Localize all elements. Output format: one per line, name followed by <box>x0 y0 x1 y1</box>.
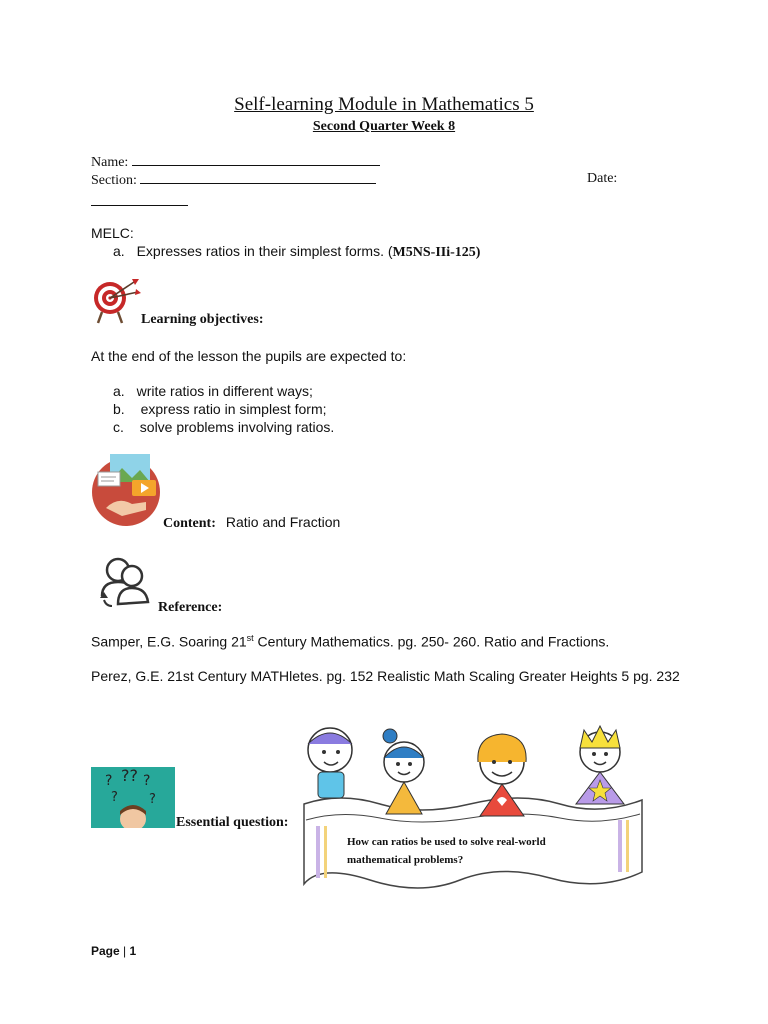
essential-question-text <box>347 833 617 869</box>
objectives-heading: Learning objectives: <box>141 312 264 327</box>
objective-text: solve problems involving ratios. <box>139 419 335 435</box>
page-title: Self-learning Module in Mathematics 5 <box>234 94 534 115</box>
objective-item-a <box>113 383 313 399</box>
reference-item-1 <box>91 633 609 650</box>
melc-item-marker: a. <box>113 243 125 259</box>
question-thinking-icon <box>91 767 175 828</box>
name-blank[interactable] <box>132 153 380 166</box>
essential-question-line: How can ratios be used to solve real-world <box>347 836 546 848</box>
objective-marker: c. <box>113 419 124 435</box>
objectives-intro: At the end of the lesson the pupils are expected to: <box>91 348 407 364</box>
name-label: Name: <box>91 155 129 170</box>
melc-item-text: Expresses ratios in their simplest forms. ( <box>136 243 393 259</box>
reference-text: Samper, E.G. Soaring 21 <box>91 633 247 650</box>
svg-text:??: ?? <box>121 767 138 785</box>
page-label: Page <box>91 944 120 958</box>
reference-text: Century Mathematics. pg. 250- 260. Ratio and Fractions. <box>253 633 610 650</box>
target-icon <box>92 276 142 324</box>
page-subtitle: Second Quarter Week 8 <box>312 119 456 134</box>
section-field <box>91 171 376 189</box>
name-field <box>91 153 380 171</box>
content-label: Content: <box>163 516 216 531</box>
page-number: 1 <box>129 944 137 958</box>
section-blank[interactable] <box>140 171 376 184</box>
objective-item-c <box>113 419 334 435</box>
content-row <box>163 514 340 532</box>
melc-item <box>113 243 480 261</box>
page-footer <box>91 944 136 958</box>
reference-heading: Reference: <box>158 600 223 615</box>
svg-text:?: ? <box>111 790 118 805</box>
content-media-icon <box>92 452 162 528</box>
date-label: Date: <box>587 171 618 186</box>
melc-item-code: M5NS-IIi-125) <box>392 245 481 260</box>
section-label: Section: <box>91 173 137 188</box>
objective-marker: a. <box>113 383 125 399</box>
essential-question-line: mathematical problems? <box>347 854 464 866</box>
svg-text:?: ? <box>105 773 113 789</box>
page-separator: | <box>123 944 127 958</box>
objective-text: write ratios in different ways; <box>136 383 313 399</box>
objective-marker: b. <box>113 401 125 417</box>
content-value: Ratio and Fraction <box>225 514 341 530</box>
objective-text: express ratio in simplest form; <box>140 401 327 417</box>
reference-item-2: Perez, G.E. 21st Century MATHletes. pg. 152 Realistic Math Scaling Greater Heights 5 pg. 232 <box>91 668 680 684</box>
objective-item-b <box>113 401 327 417</box>
melc-label: MELC: <box>91 225 134 241</box>
essential-question-label: Essential question: <box>176 815 289 830</box>
reference-people-icon <box>96 552 154 608</box>
svg-text:?: ? <box>143 773 151 789</box>
reference-superscript: st <box>246 633 254 643</box>
date-blank[interactable] <box>91 193 188 206</box>
svg-text:?: ? <box>149 792 156 807</box>
